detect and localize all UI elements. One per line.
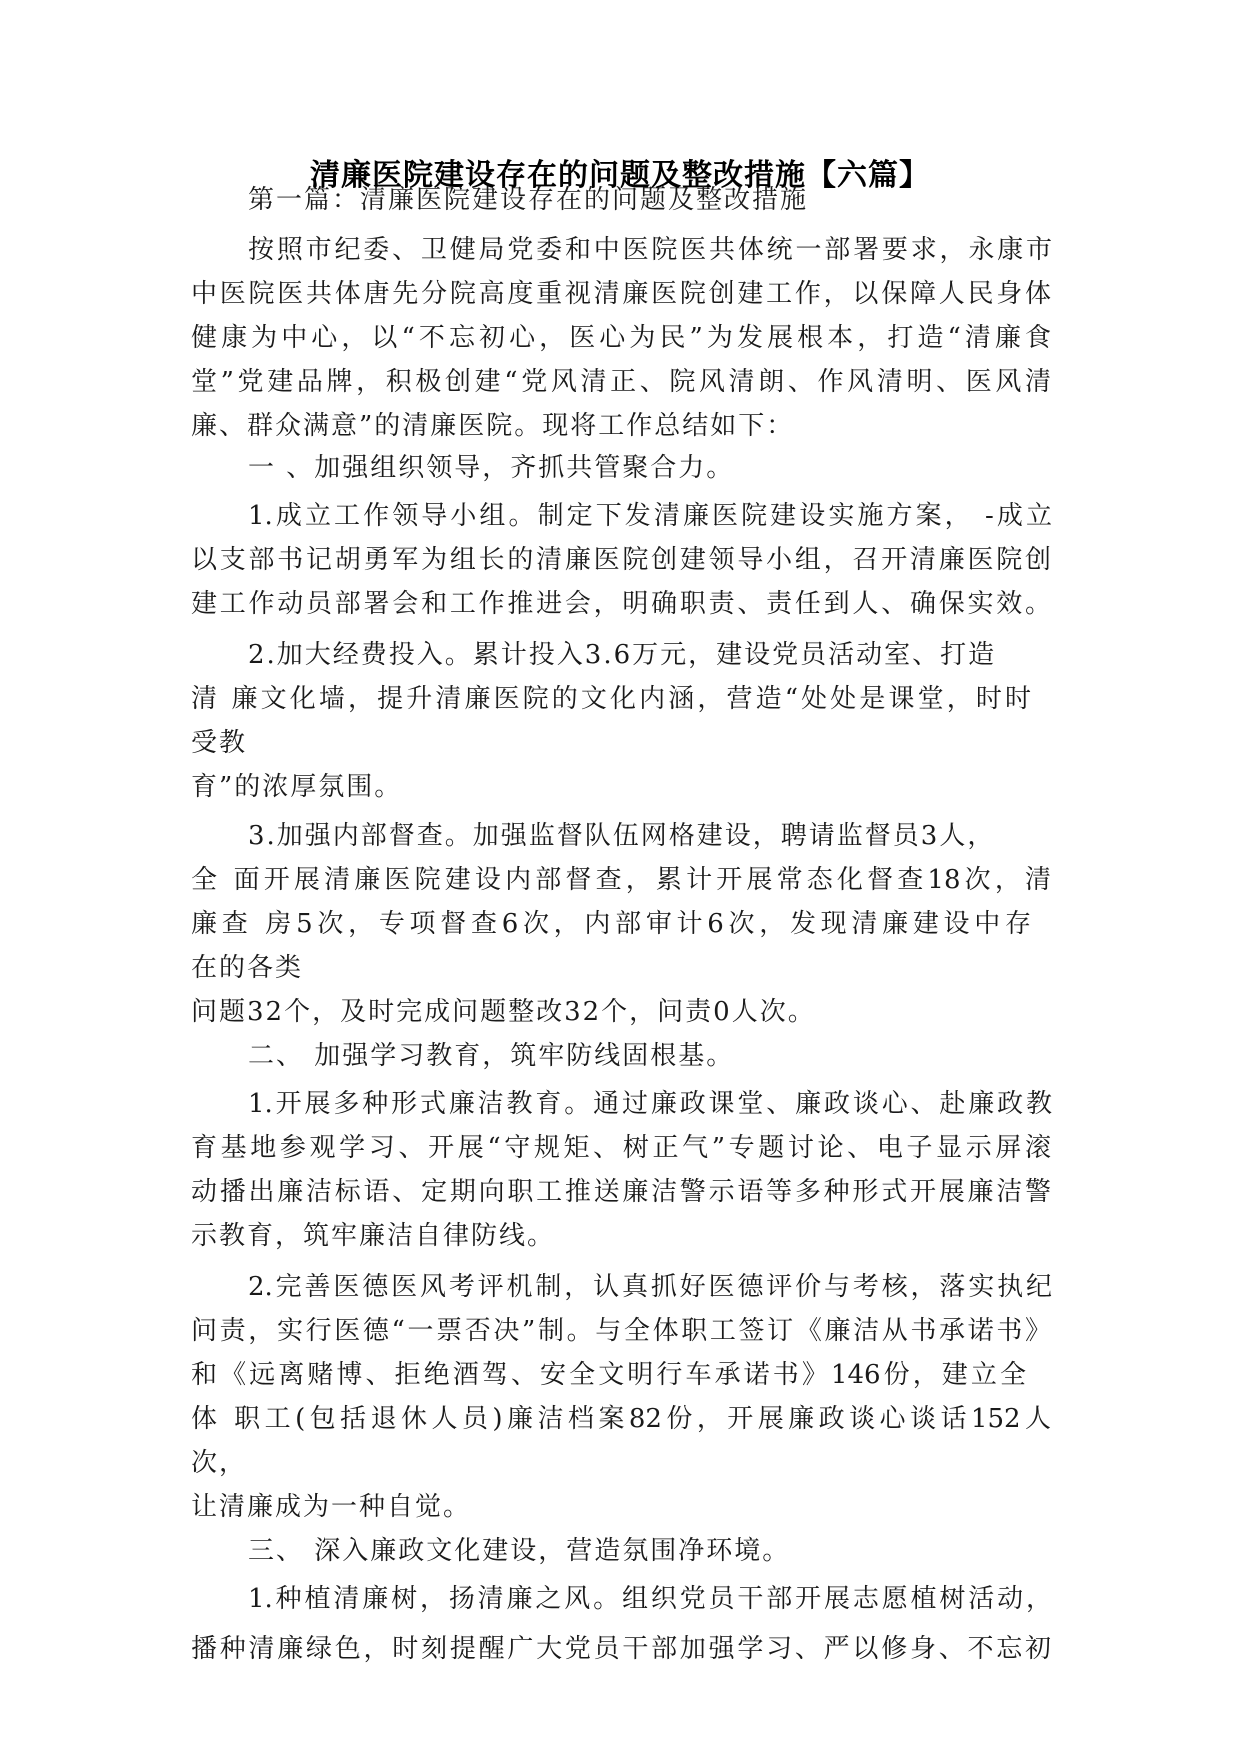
text-line: 廉、群众满意”的清廉医院。现将工作总结如下： — [191, 411, 795, 441]
section-heading-1: 一 、加强组织领导，齐抓共管聚合力。 — [248, 453, 735, 483]
text-line: 按照市纪委、卫健局党委和中医院医共体统一部署要求，永康市 — [248, 235, 1052, 265]
text-line: 1.开展多种形式廉洁教育。通过廉政课堂、廉政谈心、赴廉政教 — [248, 1089, 1052, 1119]
text-line: 育”的浓厚氛围。 — [191, 772, 403, 802]
text-line: 问责，实行医德“一票否决”制。与全体职工签订《廉洁从书承诺书》 — [191, 1316, 1051, 1346]
text-line: 在的各类 — [191, 953, 304, 983]
text-line: 以支部书记胡勇军为组长的清廉医院创建领导小组，召开清廉医院创 — [191, 545, 1051, 575]
text-line: 1.成立工作领导小组。制定下发清廉医院建设实施方案， -成立 — [248, 501, 1052, 531]
section-heading-2: 二、 加强学习教育，筑牢防线固根基。 — [248, 1041, 735, 1071]
text-line: 示教育，筑牢廉洁自律防线。 — [191, 1221, 556, 1251]
text-line: 健康为中心，以“不忘初心，医心为民”为发展根本，打造“清廉食 — [191, 323, 1051, 353]
text-line: 2.加大经费投入。累计投入3.6万元，建设党员活动室、打造 — [248, 640, 997, 670]
text-line: 1.种植清廉树，扬清廉之风。组织党员干部开展志愿植树活动， — [248, 1584, 1052, 1614]
text-line: 让清廉成为一种自觉。 — [191, 1492, 472, 1522]
text-line: 动播出廉洁标语、定期向职工推送廉洁警示语等多种形式开展廉洁警 — [191, 1177, 1051, 1207]
text-line: 和《远离赌博、拒绝酒驾、安全文明行车承诺书》146份，建立全 — [191, 1360, 1026, 1390]
text-line: 廉查 房5次，专项督查6次，内部审计6次，发现清廉建设中存 — [191, 909, 1031, 939]
text-line: 全 面开展清廉医院建设内部督查，累计开展常态化督查18次，清 — [191, 865, 1051, 895]
text-line: 问题32个，及时完成问题整改32个，问责0人次。 — [191, 997, 816, 1027]
text-line: 3.加强内部督查。加强监督队伍网格建设，聘请监督员3人， — [248, 821, 996, 851]
document-title: 清廉医院建设存在的问题及整改措施【六篇】 — [310, 158, 930, 193]
section-heading-3: 三、 深入廉政文化建设，营造氛围净环境。 — [248, 1536, 791, 1566]
text-line: 体 职工(包括退休人员)廉洁档案82份，开展廉政谈心谈话152人 — [191, 1404, 1051, 1434]
text-line: 中医院医共体唐先分院高度重视清廉医院创建工作，以保障人民身体 — [191, 279, 1051, 309]
text-line: 次， — [191, 1448, 248, 1478]
text-line: 建工作动员部署会和工作推进会，明确职责、责任到人、确保实效。 — [191, 589, 1051, 619]
text-line: 播种清廉绿色，时刻提醒广大党员干部加强学习、严以修身、不忘初 — [191, 1634, 1051, 1664]
text-line: 2.完善医德医风考评机制，认真抓好医德评价与考核，落实执纪 — [248, 1272, 1052, 1302]
text-line: 清 廉文化墙，提升清廉医院的文化内涵，营造“处处是课堂，时时 — [191, 684, 1031, 714]
text-line: 受教 — [191, 728, 248, 758]
text-line: 堂”党建品牌，积极创建“党风清正、院风清朗、作风清明、医风清 — [191, 367, 1051, 397]
section-heading-part-1: 第一篇：清廉医院建设存在的问题及整改措施 — [248, 185, 809, 215]
text-line: 育基地参观学习、开展“守规矩、树正气”专题讨论、电子显示屏滚 — [191, 1133, 1051, 1163]
